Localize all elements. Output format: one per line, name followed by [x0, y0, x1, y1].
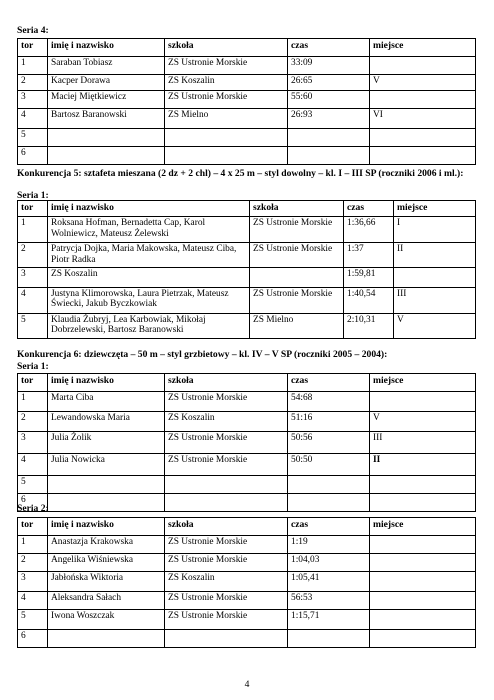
name-cell — [48, 147, 165, 165]
tor-cell: 3 — [18, 572, 48, 592]
school-cell: ZS Koszalin — [165, 75, 288, 91]
place-cell — [370, 91, 476, 109]
table-row — [18, 129, 476, 147]
tor-header: tor — [18, 374, 48, 392]
time-header: czas — [288, 374, 370, 392]
place-cell — [370, 147, 476, 165]
table-row — [18, 536, 476, 554]
table-row — [18, 572, 476, 592]
school-cell: ZS Ustronie Morskie — [165, 454, 288, 476]
table-row — [18, 57, 476, 75]
school-cell: ZS Ustronie Morskie — [165, 57, 288, 75]
time-cell: 50:56 — [288, 432, 370, 454]
name-cell — [48, 630, 165, 648]
school-cell: ZS Ustronie Morskie — [165, 536, 288, 554]
table-row — [18, 554, 476, 572]
tor-cell: 3 — [18, 432, 48, 454]
place-cell — [370, 536, 476, 554]
tor-cell: 4 — [18, 454, 48, 476]
seria4-table — [17, 38, 476, 165]
school-cell — [165, 476, 288, 494]
page-number: 4 — [244, 679, 250, 690]
time-cell: 1:15,71 — [288, 610, 370, 630]
table-row — [18, 432, 476, 454]
competition6-seria1-table — [17, 373, 476, 512]
time-cell: 33:09 — [288, 57, 370, 75]
place-cell: V — [370, 412, 476, 432]
school-cell: ZS Ustronie Morskie — [165, 432, 288, 454]
table-header-row — [18, 39, 476, 57]
name-cell: Lewandowska Maria — [48, 412, 165, 432]
place-cell: V — [370, 75, 476, 91]
time-cell — [288, 129, 370, 147]
school-cell — [165, 147, 288, 165]
time-cell — [288, 476, 370, 494]
time-cell: 1:19 — [288, 536, 370, 554]
tor-cell: 2 — [18, 554, 48, 572]
table-row — [18, 267, 476, 287]
name-cell: Klaudia Żubryj, Lea Karbowiak, Mikołaj Dobrzelewski, Bartosz Baranowski — [48, 313, 250, 338]
competition5-table — [17, 200, 476, 339]
tor-cell: 6 — [18, 630, 48, 648]
place-header: miejsce — [370, 374, 476, 392]
table-row — [18, 313, 476, 338]
school-cell: ZS Ustronie Morskie — [165, 392, 288, 412]
name-header: imię i nazwisko — [48, 39, 165, 57]
place-cell — [370, 392, 476, 412]
school-header: szkoła — [165, 374, 288, 392]
name-header: imię i nazwisko — [48, 201, 250, 217]
table-row — [18, 454, 476, 476]
place-cell — [370, 476, 476, 494]
tor-cell: 6 — [18, 147, 48, 165]
place-cell — [370, 494, 476, 512]
name-cell: Justyna Klimorowska, Laura Pietrzak, Mateusz Świecki, Jakub Byczkowiak — [48, 287, 250, 313]
school-header: szkoła — [165, 518, 288, 536]
place-cell — [370, 57, 476, 75]
tor-header: tor — [18, 39, 48, 57]
time-cell: 50:50 — [288, 454, 370, 476]
tor-cell: 4 — [18, 287, 48, 313]
table-row — [18, 243, 476, 268]
name-cell: Iwona Woszczak — [48, 610, 165, 630]
competition5-block — [17, 200, 475, 339]
seria4-title: Seria 4: — [17, 25, 49, 36]
table-header-row — [18, 374, 476, 392]
school-cell: ZS Ustronie Morskie — [250, 243, 344, 268]
table-row — [18, 592, 476, 610]
seria4-block — [17, 38, 475, 165]
name-header: imię i nazwisko — [48, 518, 165, 536]
table-row — [18, 630, 476, 648]
name-cell: Bartosz Baranowski — [48, 109, 165, 129]
time-cell: 55:60 — [288, 91, 370, 109]
place-cell: III — [370, 432, 476, 454]
tor-cell: 5 — [18, 476, 48, 494]
name-cell: Angelika Wiśniewska — [48, 554, 165, 572]
tor-cell: 2 — [18, 412, 48, 432]
table-row — [18, 109, 476, 129]
school-cell: ZS Koszalin — [165, 572, 288, 592]
place-header: miejsce — [370, 518, 476, 536]
school-cell: ZS Mielno — [165, 109, 288, 129]
school-header: szkoła — [165, 39, 288, 57]
time-header: czas — [288, 518, 370, 536]
competition5-seria-title: Seria 1: — [17, 190, 49, 201]
name-cell: Maciej Miętkiewicz — [48, 91, 165, 109]
tor-cell: 3 — [18, 267, 48, 287]
competition6-seria1-block — [17, 373, 475, 512]
school-cell — [250, 267, 344, 287]
table-row — [18, 412, 476, 432]
tor-cell: 5 — [18, 129, 48, 147]
name-cell: Roksana Hofman, Bernadetta Cap, Karol Wolniewicz, Mateusz Żelewski — [48, 217, 250, 243]
competition6-seria2-title: Seria 2: — [17, 503, 49, 514]
tor-header: tor — [18, 518, 48, 536]
place-header: miejsce — [370, 39, 476, 57]
time-cell: 1:59,81 — [344, 267, 394, 287]
time-cell: 1:36,66 — [344, 217, 394, 243]
table-row — [18, 91, 476, 109]
time-cell: 1:37 — [344, 243, 394, 268]
school-cell: ZS Ustronie Morskie — [250, 217, 344, 243]
place-header: miejsce — [394, 201, 476, 217]
table-row — [18, 147, 476, 165]
name-header: imię i nazwisko — [48, 374, 165, 392]
tor-header: tor — [18, 201, 48, 217]
school-cell: ZS Ustronie Morskie — [165, 592, 288, 610]
time-cell: 26:93 — [288, 109, 370, 129]
place-cell: VI — [370, 109, 476, 129]
tor-cell: 5 — [18, 610, 48, 630]
name-cell: Saraban Tobiasz — [48, 57, 165, 75]
place-cell — [370, 572, 476, 592]
time-cell: 26:65 — [288, 75, 370, 91]
school-cell — [165, 129, 288, 147]
school-cell: ZS Koszalin — [165, 412, 288, 432]
time-header: czas — [288, 39, 370, 57]
tor-cell: 4 — [18, 109, 48, 129]
school-cell: ZS Ustronie Morskie — [165, 91, 288, 109]
school-cell: ZS Ustronie Morskie — [165, 610, 288, 630]
table-header-row — [18, 201, 476, 217]
tor-cell: 2 — [18, 243, 48, 268]
name-cell: ZS Koszalin — [48, 267, 250, 287]
name-cell — [48, 494, 165, 512]
name-cell — [48, 476, 165, 494]
table-row — [18, 217, 476, 243]
time-cell: 56:53 — [288, 592, 370, 610]
time-cell: 54:68 — [288, 392, 370, 412]
time-header: czas — [344, 201, 394, 217]
tor-cell: 4 — [18, 592, 48, 610]
name-cell: Patrycja Dojka, Maria Makowska, Mateusz Ciba, Piotr Radka — [48, 243, 250, 268]
school-cell: ZS Ustronie Morskie — [165, 554, 288, 572]
competition6-seria2-table — [17, 517, 476, 648]
place-cell: III — [394, 287, 476, 313]
school-cell: ZS Mielno — [250, 313, 344, 338]
competition6-title: Konkurencja 6: dziewczęta – 50 m – styl grzbietowy – kl. IV – V SP (roczniki 2005 – 2004): — [17, 349, 388, 360]
table-header-row — [18, 518, 476, 536]
place-cell: V — [394, 313, 476, 338]
time-cell: 1:04,03 — [288, 554, 370, 572]
time-cell: 1:40,54 — [344, 287, 394, 313]
name-cell: Jabłońska Wiktoria — [48, 572, 165, 592]
tor-cell: 1 — [18, 392, 48, 412]
tor-cell: 2 — [18, 75, 48, 91]
name-cell: Marta Ciba — [48, 392, 165, 412]
place-cell: II — [394, 243, 476, 268]
time-cell — [288, 630, 370, 648]
tor-cell: 3 — [18, 91, 48, 109]
table-row — [18, 75, 476, 91]
tor-cell: 1 — [18, 217, 48, 243]
table-row — [18, 476, 476, 494]
competition5-title: Konkurencja 5: sztafeta mieszana (2 dz + 2 chl) – 4 x 25 m – styl dowolny – kl. I – III SP (roczniki 2006 i ml.): — [17, 168, 464, 179]
school-cell — [165, 630, 288, 648]
time-cell: 1:05,41 — [288, 572, 370, 592]
name-cell: Aleksandra Sałach — [48, 592, 165, 610]
name-cell: Julia Żolik — [48, 432, 165, 454]
place-cell — [370, 610, 476, 630]
tor-cell: 1 — [18, 57, 48, 75]
place-cell: I — [394, 217, 476, 243]
name-cell: Anastazja Krakowska — [48, 536, 165, 554]
table-row — [18, 287, 476, 313]
place-cell — [394, 267, 476, 287]
tor-cell: 6 — [18, 494, 48, 512]
school-cell — [165, 494, 288, 512]
name-cell: Julia Nowicka — [48, 454, 165, 476]
table-row — [18, 494, 476, 512]
name-cell — [48, 129, 165, 147]
competition6-seria2-block — [17, 517, 475, 648]
time-cell: 51:16 — [288, 412, 370, 432]
time-cell: 2:10,31 — [344, 313, 394, 338]
tor-cell: 5 — [18, 313, 48, 338]
name-cell: Kacper Dorawa — [48, 75, 165, 91]
place-cell — [370, 554, 476, 572]
school-cell: ZS Ustronie Morskie — [250, 287, 344, 313]
place-cell — [370, 592, 476, 610]
competition6-seria1-title: Seria 1: — [17, 361, 49, 372]
school-header: szkoła — [250, 201, 344, 217]
tor-cell: 1 — [18, 536, 48, 554]
place-cell — [370, 129, 476, 147]
time-cell — [288, 147, 370, 165]
place-cell: II — [370, 454, 476, 476]
table-row — [18, 610, 476, 630]
time-cell — [288, 494, 370, 512]
table-row — [18, 392, 476, 412]
place-cell — [370, 630, 476, 648]
